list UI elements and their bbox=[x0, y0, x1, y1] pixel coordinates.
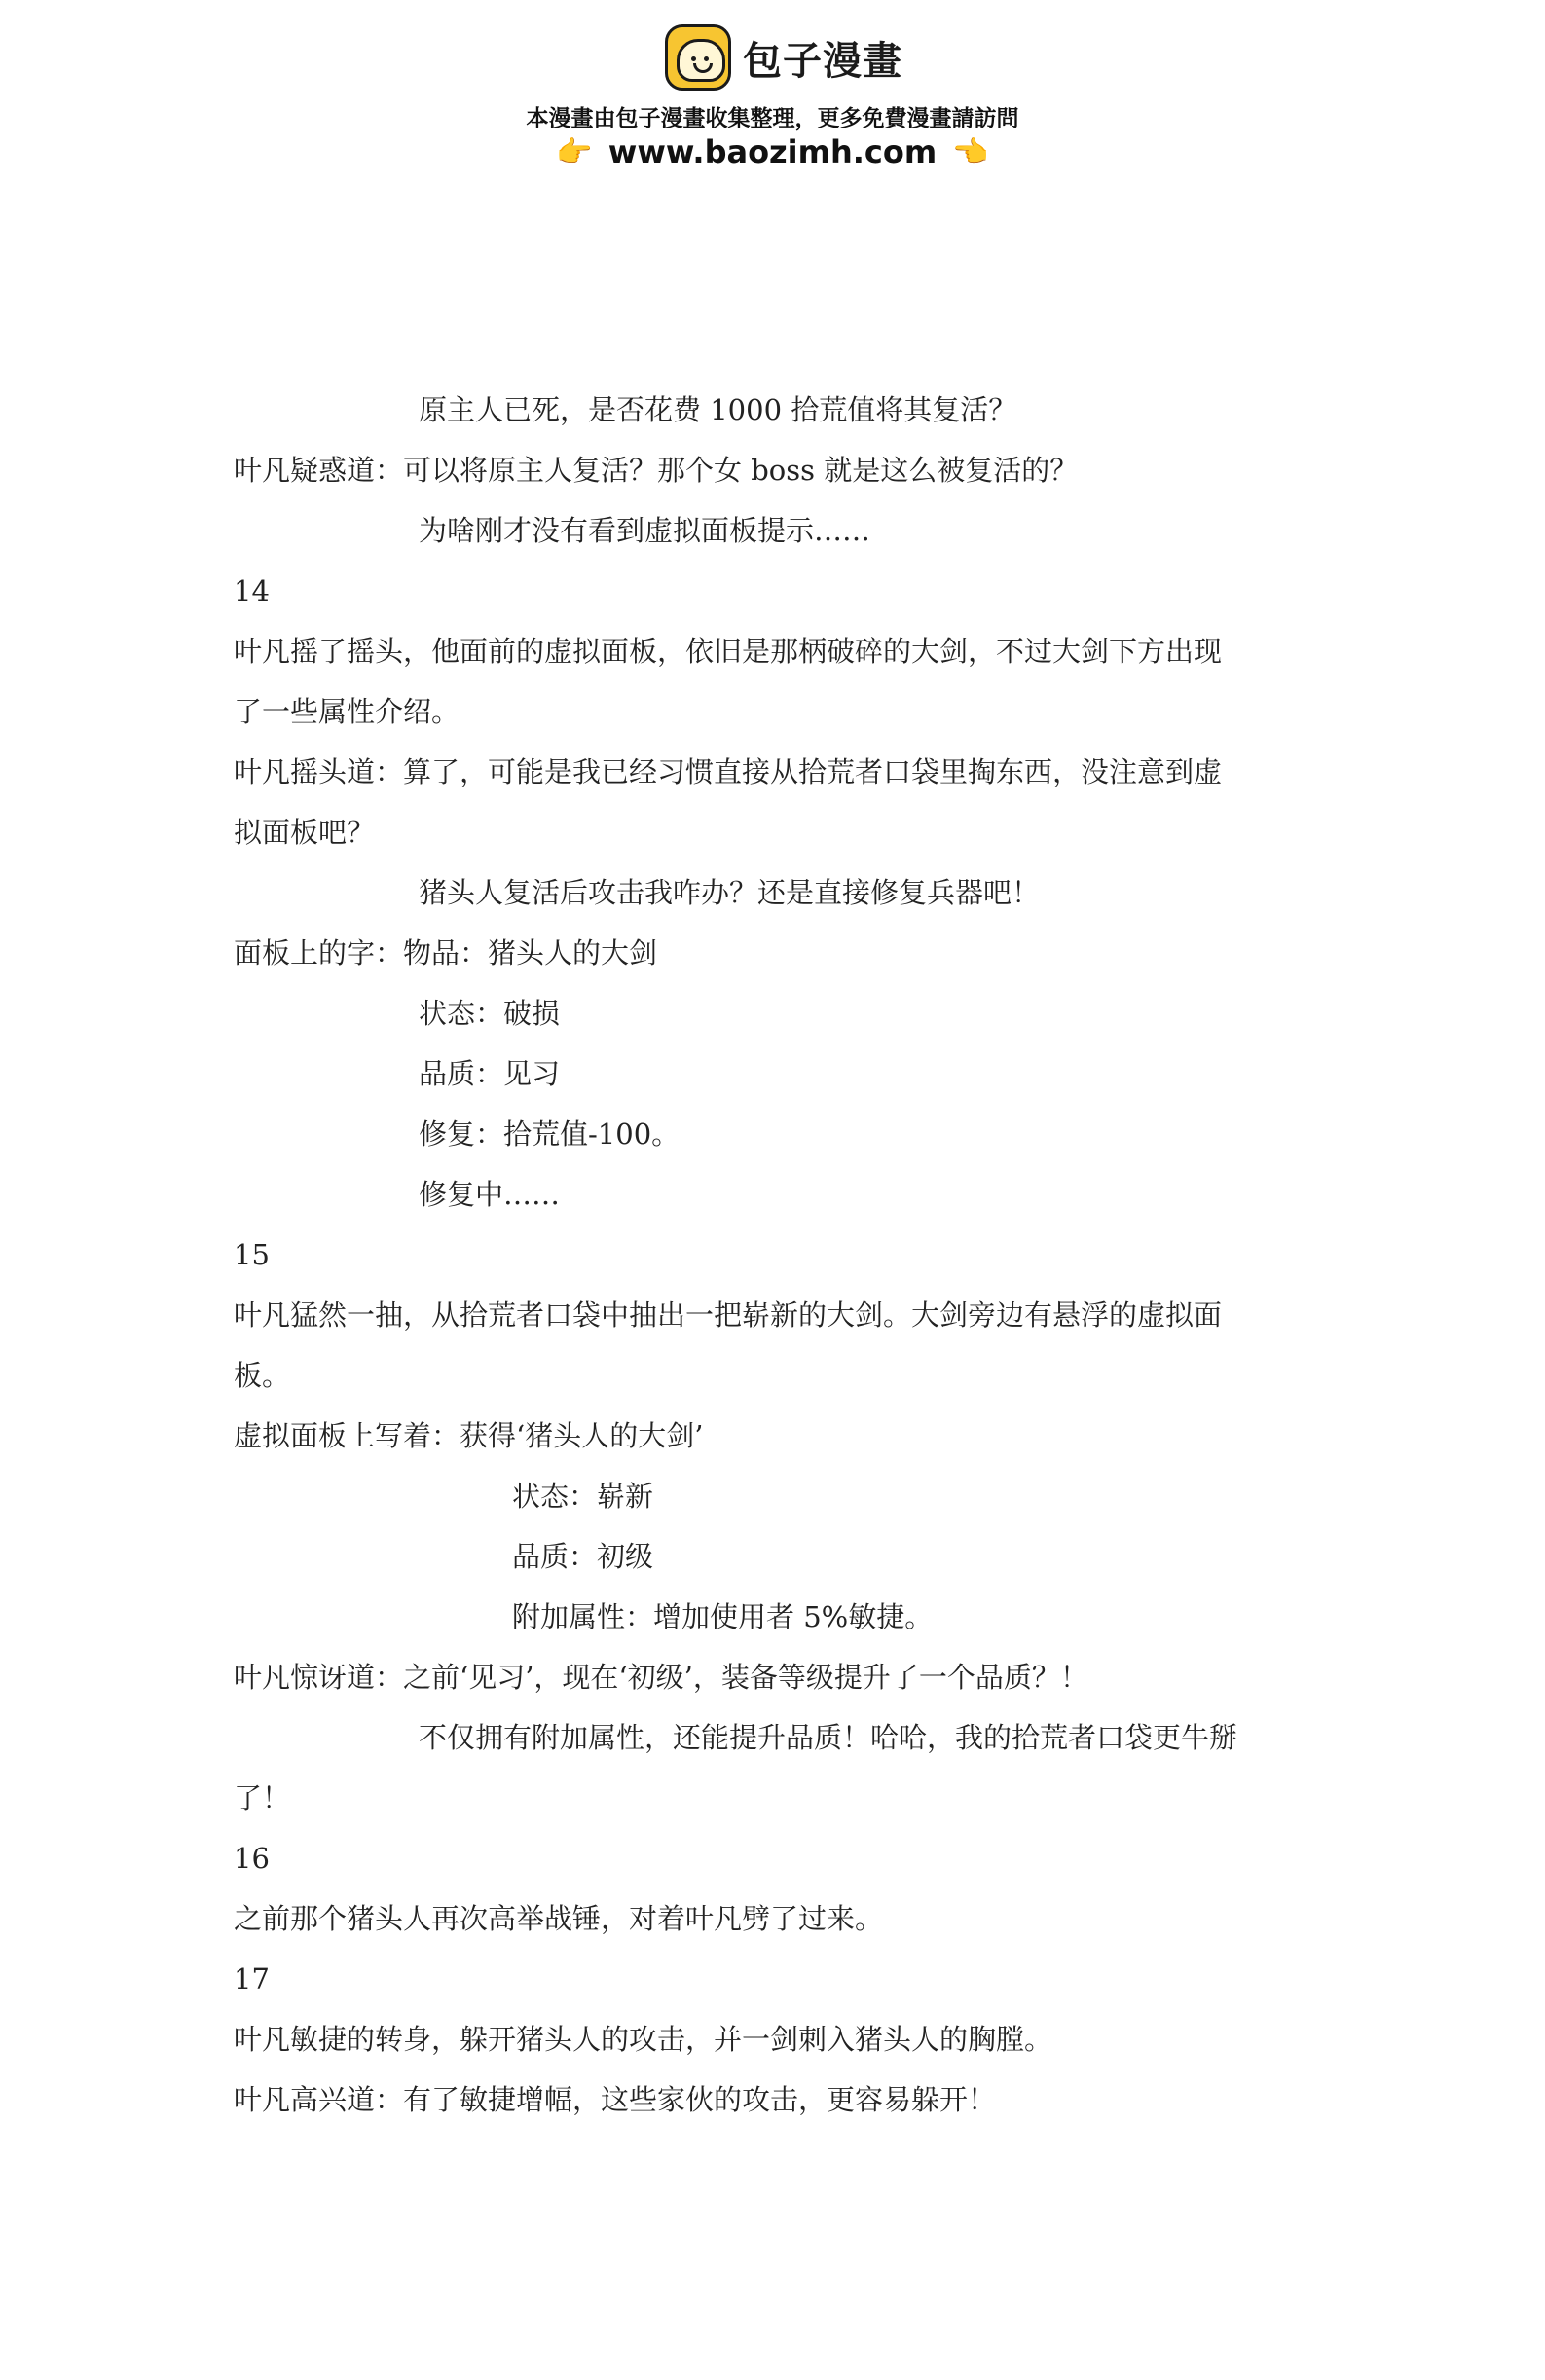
text-line: 16 bbox=[234, 1842, 270, 1875]
text-line: 原主人已死，是否花费 1000 拾荒值将其复活？ bbox=[419, 393, 1017, 426]
text-line: 叶凡惊讶道：之前‘见习’，现在‘初级’，装备等级提升了一个品质？！ bbox=[234, 1661, 1088, 1694]
text-line: 面板上的字：物品：猪头人的大剑 bbox=[234, 936, 658, 970]
text-line: 了！ bbox=[234, 1781, 291, 1814]
pointing-right-hand-icon: 👉 bbox=[556, 134, 593, 169]
logo-text: 包子漫畫 bbox=[743, 38, 902, 84]
text-line: 了一些属性介绍。 bbox=[234, 695, 460, 728]
logo[interactable] bbox=[665, 23, 902, 92]
text-line: 叶凡摇头道：算了，可能是我已经习惯直接从拾荒者口袋里掏东西，没注意到虚 bbox=[234, 755, 1223, 788]
text-line: 14 bbox=[234, 574, 270, 607]
text-line: 叶凡高兴道：有了敏捷增幅，这些家伙的攻击，更容易躲开！ bbox=[234, 2083, 997, 2116]
text-line: 修复：拾荒值-100。 bbox=[419, 1117, 681, 1151]
text-line: 叶凡猛然一抽，从拾荒者口袋中抽出一把崭新的大剑。大剑旁边有悬浮的虚拟面 bbox=[234, 1299, 1223, 1332]
bun-logo-icon bbox=[665, 24, 731, 91]
text-line: 猪头人复活后攻击我咋办？还是直接修复兵器吧！ bbox=[419, 876, 1041, 909]
text-line: 虚拟面板上写着：获得‘猪头人的大剑’ bbox=[234, 1419, 704, 1452]
text-line: 不仅拥有附加属性，还能提升品质！哈哈，我的拾荒者口袋更牛掰 bbox=[419, 1721, 1238, 1754]
text-line: 15 bbox=[234, 1238, 270, 1271]
text-line: 状态：破损 bbox=[419, 997, 561, 1030]
tagline: 本漫畫由包子漫畫收集整理，更多免費漫畫請訪問 bbox=[526, 106, 1019, 131]
text-line: 品质：见习 bbox=[419, 1057, 561, 1090]
pointing-left-hand-icon: 👈 bbox=[952, 134, 989, 169]
text-line: 拟面板吧？ bbox=[234, 816, 376, 849]
script-text-body bbox=[234, 380, 1324, 2130]
text-line: 板。 bbox=[234, 1359, 291, 1392]
text-line: 为啥刚才没有看到虚拟面板提示…… bbox=[419, 514, 871, 547]
text-line: 附加属性：增加使用者 5%敏捷。 bbox=[512, 1600, 934, 1633]
text-line: 品质：初级 bbox=[512, 1540, 654, 1573]
watermark-header bbox=[0, 0, 1545, 175]
site-url: www.baozimh.com bbox=[607, 133, 938, 170]
text-line: 状态：崭新 bbox=[512, 1480, 654, 1513]
text-line: 叶凡疑惑道：可以将原主人复活？那个女 boss 就是这么被复活的？ bbox=[234, 454, 1079, 487]
text-line: 修复中…… bbox=[419, 1178, 561, 1211]
text-line: 之前那个猪头人再次高举战锤，对着叶凡劈了过来。 bbox=[234, 1902, 884, 1935]
text-line: 叶凡敏捷的转身，躲开猪头人的攻击，并一剑刺入猪头人的胸膛。 bbox=[234, 2023, 1053, 2056]
site-link[interactable] bbox=[0, 132, 1545, 171]
text-line: 17 bbox=[234, 1962, 270, 1996]
text-line: 叶凡摇了摇头，他面前的虚拟面板，依旧是那柄破碎的大剑，不过大剑下方出现 bbox=[234, 635, 1223, 668]
